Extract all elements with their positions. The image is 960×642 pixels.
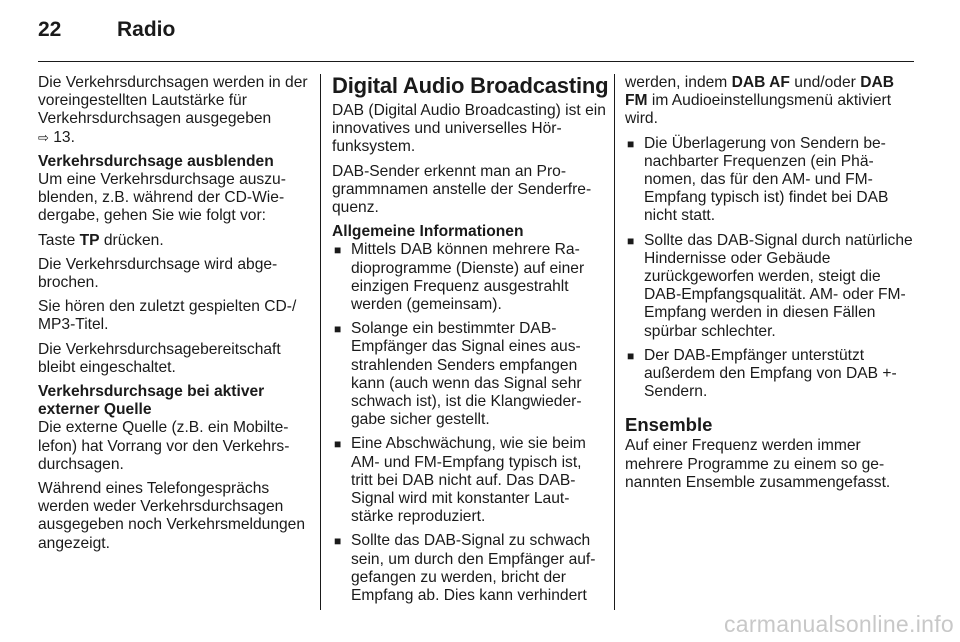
bullet-list: [332, 241, 606, 605]
text: im Audioeinstellungsmenü aktiviert wird.: [625, 92, 892, 128]
page-number: 22: [38, 18, 62, 41]
paragraph: Die externe Quelle (z.B. ein Mobiltelefon) hat Vorrang vor den Verkehrsdurchsagen.: [38, 419, 290, 473]
section-heading-ensemble: Ensemble: [625, 414, 713, 436]
bullet-icon: ■: [627, 348, 635, 363]
subheading-general-info: Allgemeine Informationen: [332, 223, 524, 241]
paragraph: Während eines Telefongesprächs werden weder Verkehrsdurchsagen ausgegeben noch Verkehrsmeldungen angezeigt.: [38, 480, 306, 552]
list-item-text: Mittels DAB können mehrere Radioprogramme (Dienste) auf einer einzigen Frequenz ausgestrahlt werden (gemeinsam).: [351, 241, 585, 314]
paragraph: [38, 232, 308, 250]
text: werden, indem: [625, 74, 732, 91]
bullet-icon: ■: [334, 534, 342, 549]
paragraph: Auf einer Frequenz werden immer mehrere Programme zu einem so genannten Ensemble zusammengefasst.: [625, 437, 891, 491]
key-label: TP: [79, 231, 100, 249]
column-3: [625, 74, 915, 498]
section-heading-dab: Digital Audio Broadcasting: [332, 73, 609, 98]
text: und/oder: [789, 74, 861, 91]
page-reference[interactable]: 13.: [53, 128, 75, 146]
list-item-text: Solange ein bestimmter DAB-Empfänger das Signal eines ausstrahlenden Senders empfangen kann (auch wenn das Signal sehr schwach ist), ist die Klangwiedergabe sicher gestellt.: [351, 320, 582, 429]
list-item-text: Eine Abschwächung, wie sie beim AM- und FM-Empfang typisch ist, tritt bei DAB nicht auf. Das DAB-Signal wird mit konstanter Lautstärke reproduziert.: [351, 435, 586, 526]
column-1: [38, 74, 308, 559]
list-item: [625, 135, 915, 226]
paragraph: Die Verkehrsdurchsage wird abgebrochen.: [38, 255, 278, 292]
bullet-icon: ■: [334, 437, 342, 452]
list-item-text: Sollte das DAB-Signal durch natürliche Hindernisse oder Gebäude zurückgeworfen werden, steigt die DAB-Empfangsqualität. AM- oder FM-Empfang werden in diesen Fällen spürbar schlechter.: [644, 231, 913, 340]
paragraph: DAB (Digital Audio Broadcasting) ist ein innovatives und universelles Hörfunksystem.: [332, 102, 606, 156]
paragraph: Um eine Verkehrsdurchsage auszublenden, z.B. während der CD-Wiedergabe, gehen Sie wie folgt vor:: [38, 171, 286, 225]
paragraph: [625, 74, 915, 129]
column-2: [332, 73, 609, 611]
list-item: [332, 532, 606, 605]
header-rule: [38, 61, 914, 62]
list-item: [625, 232, 915, 341]
paragraph: [38, 74, 308, 147]
column-divider-1: [320, 74, 321, 610]
bullet-icon: ■: [627, 233, 635, 248]
watermark: carmanualsonline.info: [723, 611, 954, 637]
text: drücken.: [99, 231, 164, 249]
list-item: [625, 347, 915, 402]
bullet-list: [625, 135, 915, 402]
bullet-icon: ■: [627, 136, 635, 151]
column-divider-2: [614, 74, 615, 610]
list-item: [332, 435, 606, 526]
paragraph-text: Die Verkehrsdurchsagen werden in der voreingestellten Lautstärke für Verkehrsdurchsagen ausgegeben: [38, 74, 308, 128]
page-reference-icon: ⇨: [38, 129, 49, 145]
menu-term: DAB FM: [625, 74, 894, 110]
list-item-text: Sollte das DAB-Signal zu schwach sein, um durch den Empfänger aufgefangen zu werden, bricht der Empfang ab. Dies kann verhindert: [351, 532, 596, 605]
bullet-icon: ■: [334, 243, 342, 258]
subheading-traffic-mute: Verkehrsdurchsage ausblenden: [38, 152, 274, 170]
page-title: Radio: [117, 18, 176, 41]
list-item: [332, 320, 606, 429]
paragraph: Sie hören den zuletzt gespielten CD-/ MP3-Titel.: [38, 298, 297, 334]
list-item-text: Der DAB-Empfänger unterstützt außerdem den Empfang von DAB +-Sendern.: [644, 346, 897, 401]
subheading-external-source: Verkehrsdurchsage bei aktiver externer Quelle: [38, 383, 265, 419]
paragraph: DAB-Sender erkennt man an Programmnamen anstelle der Senderfrequenz.: [332, 162, 592, 217]
list-item-text: Die Überlagerung von Sendern benachbarter Frequenzen (ein Phänomen, das für den AM- und FM-Empfang typisch ist) findet bei DAB nicht statt.: [644, 134, 889, 225]
page-header: [38, 18, 914, 50]
menu-term: DAB AF: [731, 74, 790, 91]
list-item: [332, 241, 606, 314]
paragraph: Die Verkehrsdurchsagebereitschaft bleibt eingeschaltet.: [38, 340, 281, 376]
bullet-icon: ■: [334, 322, 342, 337]
text: Taste: [38, 231, 80, 249]
